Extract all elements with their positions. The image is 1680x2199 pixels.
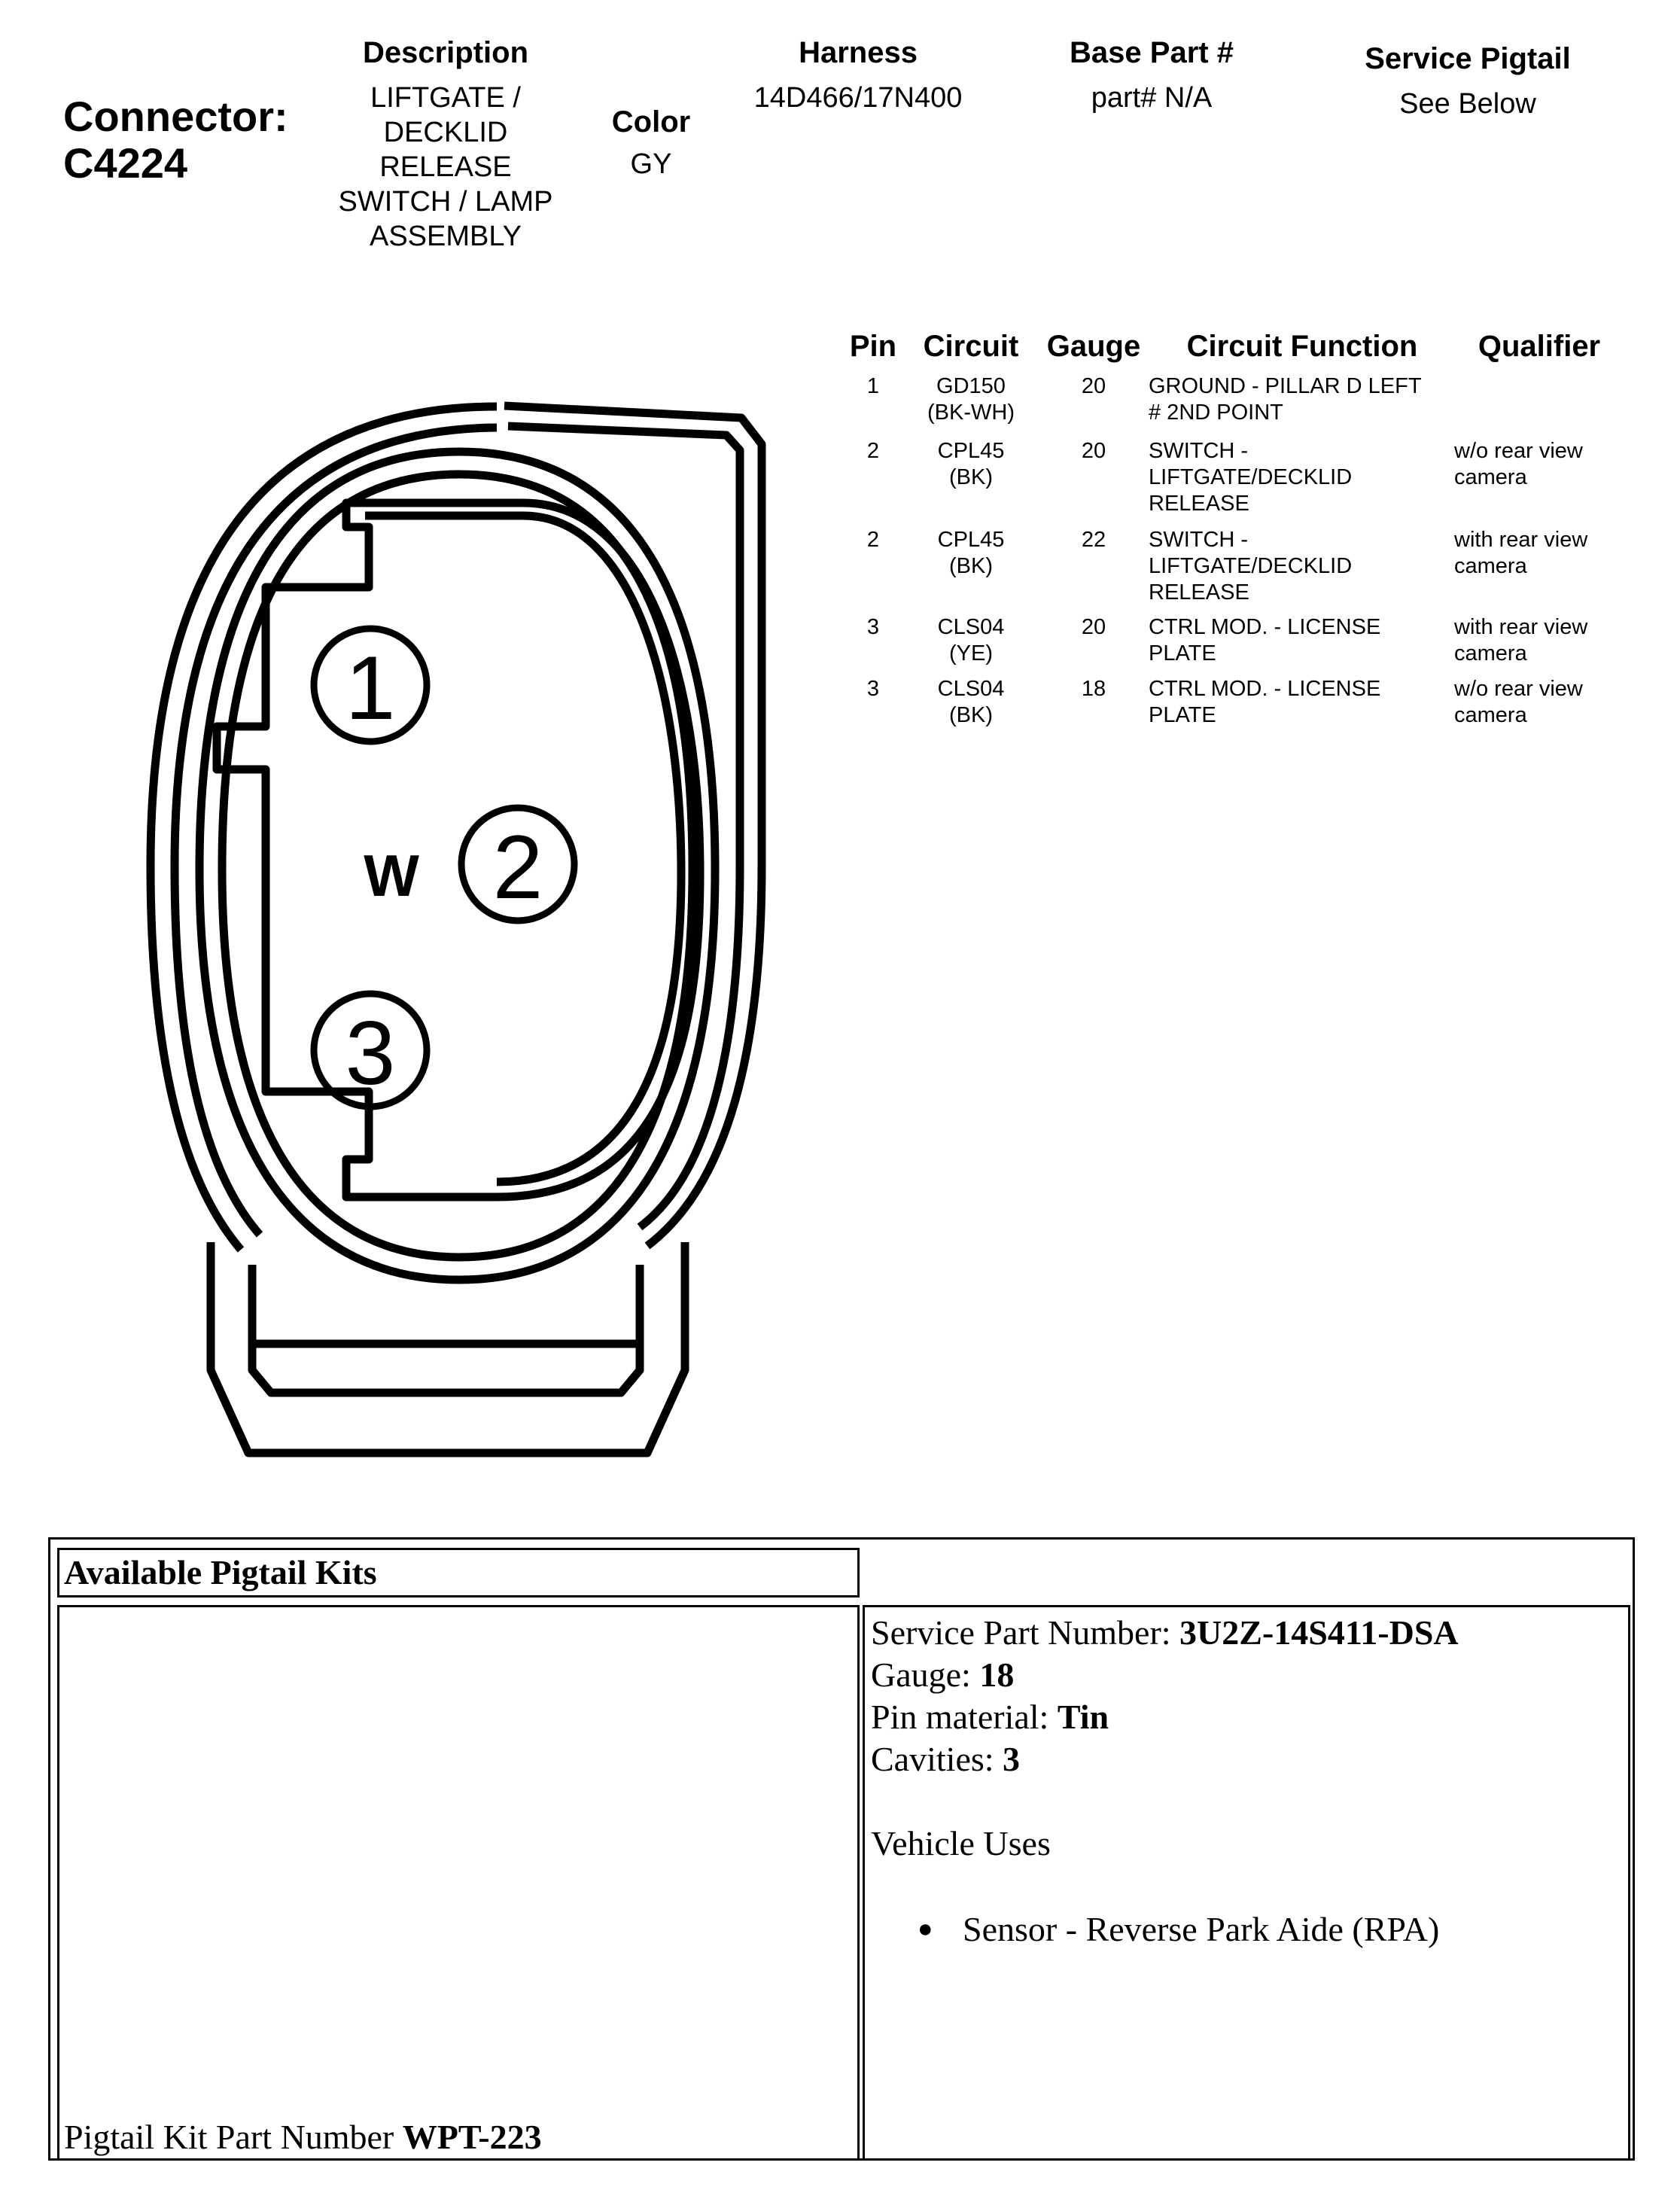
cell-pin: 3 xyxy=(866,615,880,639)
function-line: RELEASE xyxy=(1149,492,1249,516)
cell-qualifier xyxy=(1454,527,1635,580)
function-line: PLATE xyxy=(1149,641,1216,665)
qualifier-line: w/o rear view xyxy=(1454,677,1583,701)
function-line: PLATE xyxy=(1149,703,1216,727)
gauge-label: Gauge: xyxy=(871,1655,971,1694)
pin-2-label: 2 xyxy=(492,817,543,918)
pin-insert xyxy=(217,503,700,1197)
pigtail-heading-box xyxy=(57,1548,860,1597)
circuit-color: (BK) xyxy=(949,703,993,727)
qualifier-line: camera xyxy=(1454,703,1527,727)
pigtail-heading: Available Pigtail Kits xyxy=(64,1553,377,1591)
cell-circuit xyxy=(911,676,1031,729)
description-line: ASSEMBLY xyxy=(369,221,522,252)
pigtail-details-box xyxy=(863,1605,1630,2161)
col-header-circuit: Circuit xyxy=(923,330,1019,363)
function-line: RELEASE xyxy=(1149,580,1249,605)
function-line: SWITCH - xyxy=(1149,439,1249,463)
service-part-label: Service Part Number: xyxy=(871,1613,1171,1652)
cavities-label: Cavities: xyxy=(871,1740,994,1778)
description-line: LIFTGATE / xyxy=(370,82,521,114)
function-line: # 2ND POINT xyxy=(1149,401,1283,425)
color-title: Color xyxy=(611,105,691,139)
cell-function xyxy=(1149,373,1465,426)
cell-circuit xyxy=(911,527,1031,580)
cell-gauge: 20 xyxy=(1081,374,1106,398)
latch-bar xyxy=(252,1265,640,1393)
circuit-code: CLS04 xyxy=(937,615,1005,639)
cell-pin: 2 xyxy=(866,439,880,463)
housing-ring-2 xyxy=(222,474,692,1257)
harness-title: Harness xyxy=(799,36,918,69)
cell-pin: 1 xyxy=(866,374,880,398)
function-line: SWITCH - xyxy=(1149,528,1249,552)
vehicle-use-text: Sensor - Reverse Park Aide (RPA) xyxy=(963,1910,1440,1948)
circuit-code: CPL45 xyxy=(937,528,1005,552)
circuit-color: (BK) xyxy=(949,554,993,578)
cavities-value: 3 xyxy=(1003,1740,1021,1778)
qualifier-line: with rear view xyxy=(1454,615,1588,639)
col-header-gauge: Gauge xyxy=(1046,330,1141,363)
description-line: SWITCH / LAMP xyxy=(338,186,553,218)
function-line: CTRL MOD. - LICENSE xyxy=(1149,677,1381,701)
pigtail-details xyxy=(871,1612,1459,1951)
function-line: CTRL MOD. - LICENSE xyxy=(1149,615,1381,639)
cell-qualifier xyxy=(1454,438,1635,491)
circuit-code: CLS04 xyxy=(937,677,1005,701)
cell-circuit xyxy=(911,614,1031,667)
pin-material-value: Tin xyxy=(1057,1698,1109,1736)
function-line: GROUND - PILLAR D LEFT xyxy=(1149,374,1422,398)
bullet-icon: ● xyxy=(918,1915,933,1943)
cell-qualifier xyxy=(1454,614,1635,667)
base-part-value: part# N/A xyxy=(1091,82,1213,114)
service-part-line xyxy=(871,1612,1459,1654)
color-value: GY xyxy=(630,148,672,180)
description-column xyxy=(301,36,590,254)
vehicle-use-item xyxy=(871,1908,1459,1951)
color-column xyxy=(587,105,715,181)
kit-label: Pigtail Kit Part Number xyxy=(64,2118,394,2156)
service-part-value: 3U2Z-14S411-DSA xyxy=(1179,1613,1459,1652)
cell-function xyxy=(1149,676,1450,729)
harness-column xyxy=(708,36,1009,115)
cell-circuit xyxy=(911,373,1031,426)
qualifier-line: w/o rear view xyxy=(1454,439,1583,463)
pigtail-kit-box xyxy=(57,1605,860,2161)
function-line: LIFTGATE/DECKLID xyxy=(1149,465,1353,489)
circuit-color: (YE) xyxy=(949,641,993,665)
gauge-value: 18 xyxy=(979,1655,1015,1694)
qualifier-line: camera xyxy=(1454,641,1527,665)
connector-id: C4224 xyxy=(63,139,188,187)
description-value xyxy=(301,81,590,254)
cell-gauge: 18 xyxy=(1081,677,1106,701)
cell-pin: 3 xyxy=(866,677,880,701)
pin-material-line xyxy=(871,1696,1459,1738)
cell-qualifier xyxy=(1454,676,1635,729)
description-line: DECKLID xyxy=(383,117,508,148)
cell-function xyxy=(1149,527,1450,606)
cell-gauge: 20 xyxy=(1081,439,1106,463)
col-header-qualifier: Qualifier xyxy=(1478,330,1601,363)
pigtail-kit-line xyxy=(64,2116,542,2158)
cell-pin: 2 xyxy=(866,528,880,552)
col-header-pin: Pin xyxy=(849,330,897,363)
circuit-color: (BK-WH) xyxy=(927,401,1015,425)
vehicle-uses-label: Vehicle Uses xyxy=(871,1824,1051,1862)
function-line: LIFTGATE/DECKLID xyxy=(1149,554,1353,578)
cell-gauge: 22 xyxy=(1081,528,1106,552)
gauge-line xyxy=(871,1654,1459,1696)
connector-label: Connector: xyxy=(63,93,288,140)
connector-face-diagram xyxy=(120,376,783,1476)
pin-1-label: 1 xyxy=(345,638,396,739)
qualifier-line: with rear view xyxy=(1454,528,1588,552)
circuit-color: (BK) xyxy=(949,465,993,489)
circuit-code: CPL45 xyxy=(937,439,1005,463)
cell-function xyxy=(1149,614,1450,667)
harness-value: 14D466/17N400 xyxy=(753,82,963,114)
service-pigtail-value: See Below xyxy=(1399,88,1536,120)
pin-3-label: 3 xyxy=(345,1003,396,1104)
service-pigtail-title: Service Pigtail xyxy=(1365,42,1571,75)
base-part-column xyxy=(1024,36,1280,115)
marker-letter: W xyxy=(364,842,419,909)
cell-gauge: 20 xyxy=(1081,615,1106,639)
circuit-code: GD150 xyxy=(936,374,1006,398)
cell-circuit xyxy=(911,438,1031,491)
service-pigtail-column xyxy=(1310,42,1626,121)
cavities-line xyxy=(871,1738,1459,1780)
qualifier-line: camera xyxy=(1454,465,1527,489)
pin-material-label: Pin material: xyxy=(871,1698,1049,1736)
kit-number: WPT-223 xyxy=(402,2118,542,2156)
col-header-function: Circuit Function xyxy=(1186,330,1418,363)
qualifier-line: camera xyxy=(1454,554,1527,578)
description-title: Description xyxy=(362,36,529,69)
base-part-title: Base Part # xyxy=(1070,36,1234,69)
description-line: RELEASE xyxy=(379,151,512,183)
cell-function xyxy=(1149,438,1450,517)
